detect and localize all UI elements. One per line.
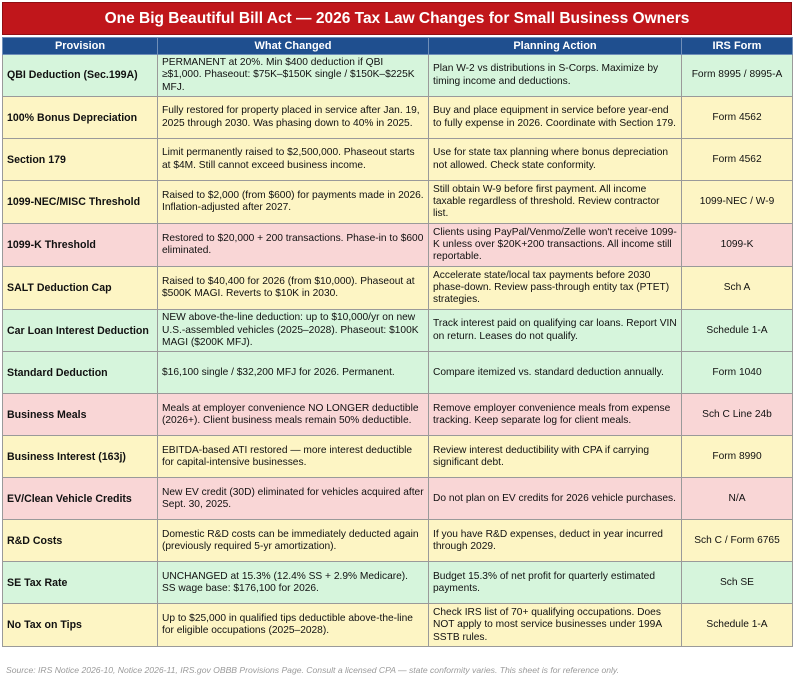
tax-changes-table bbox=[2, 37, 793, 647]
planning-action-cell: Compare itemized vs. standard deduction annually. bbox=[429, 352, 682, 394]
table-header-row bbox=[3, 38, 793, 55]
irs-form-cell: Sch C Line 24b bbox=[682, 394, 793, 436]
provision-cell: No Tax on Tips bbox=[3, 604, 158, 647]
irs-form-cell: Schedule 1-A bbox=[682, 604, 793, 647]
table-row bbox=[3, 55, 793, 97]
planning-action-cell: Buy and place equipment in service before year-end to fully expense in 2026. Coordinate with Section 179. bbox=[429, 97, 682, 139]
table-row bbox=[3, 310, 793, 352]
table-row bbox=[3, 267, 793, 310]
header-irs-form: IRS Form bbox=[682, 38, 793, 55]
table-row bbox=[3, 478, 793, 520]
irs-form-cell: Sch A bbox=[682, 267, 793, 310]
what-changed-cell: Limit permanently raised to $2,500,000. Phaseout starts at $4M. Still cannot exceed business income. bbox=[158, 139, 429, 181]
table-row bbox=[3, 224, 793, 267]
provision-cell: QBI Deduction (Sec.199A) bbox=[3, 55, 158, 97]
irs-form-cell: Form 8995 / 8995-A bbox=[682, 55, 793, 97]
sheet-title: One Big Beautiful Bill Act — 2026 Tax Law Changes for Small Business Owners bbox=[2, 2, 792, 35]
what-changed-cell: Meals at employer convenience NO LONGER deductible (2026+). Client business meals remain 50% deductible. bbox=[158, 394, 429, 436]
planning-action-cell: If you have R&D expenses, deduct in year incurred through 2029. bbox=[429, 520, 682, 562]
what-changed-cell: Domestic R&D costs can be immediately deducted again (previously required 5-yr amortization). bbox=[158, 520, 429, 562]
provision-cell: Standard Deduction bbox=[3, 352, 158, 394]
table-row bbox=[3, 520, 793, 562]
what-changed-cell: $16,100 single / $32,200 MFJ for 2026. Permanent. bbox=[158, 352, 429, 394]
irs-form-cell: Schedule 1-A bbox=[682, 310, 793, 352]
planning-action-cell: Review interest deductibility with CPA if carrying significant debt. bbox=[429, 436, 682, 478]
table-row bbox=[3, 139, 793, 181]
planning-action-cell: Plan W-2 vs distributions in S-Corps. Maximize by timing income and deductions. bbox=[429, 55, 682, 97]
irs-form-cell: N/A bbox=[682, 478, 793, 520]
irs-form-cell: Form 4562 bbox=[682, 97, 793, 139]
table-row bbox=[3, 562, 793, 604]
what-changed-cell: Raised to $2,000 (from $600) for payments made in 2026. Inflation-adjusted after 2027. bbox=[158, 181, 429, 224]
provision-cell: SALT Deduction Cap bbox=[3, 267, 158, 310]
table-row bbox=[3, 436, 793, 478]
provision-cell: Car Loan Interest Deduction bbox=[3, 310, 158, 352]
provision-cell: 1099-K Threshold bbox=[3, 224, 158, 267]
what-changed-cell: Fully restored for property placed in service after Jan. 19, 2025 through 2030. Was phasing down to 40% in 2025. bbox=[158, 97, 429, 139]
what-changed-cell: New EV credit (30D) eliminated for vehicles acquired after Sept. 30, 2025. bbox=[158, 478, 429, 520]
table-row bbox=[3, 352, 793, 394]
planning-action-cell: Check IRS list of 70+ qualifying occupations. Does NOT apply to most service businesses under 199A SSTB rules. bbox=[429, 604, 682, 647]
header-provision: Provision bbox=[3, 38, 158, 55]
planning-action-cell: Budget 15.3% of net profit for quarterly estimated payments. bbox=[429, 562, 682, 604]
provision-cell: Business Meals bbox=[3, 394, 158, 436]
header-planning-action: Planning Action bbox=[429, 38, 682, 55]
irs-form-cell: Form 1040 bbox=[682, 352, 793, 394]
table-row bbox=[3, 97, 793, 139]
what-changed-cell: EBITDA-based ATI restored — more interest deductible for capital-intensive businesses. bbox=[158, 436, 429, 478]
provision-cell: Section 179 bbox=[3, 139, 158, 181]
irs-form-cell: Form 8990 bbox=[682, 436, 793, 478]
provision-cell: SE Tax Rate bbox=[3, 562, 158, 604]
table-row bbox=[3, 604, 793, 647]
what-changed-cell: UNCHANGED at 15.3% (12.4% SS + 2.9% Medicare). SS wage base: $176,100 for 2026. bbox=[158, 562, 429, 604]
planning-action-cell: Do not plan on EV credits for 2026 vehicle purchases. bbox=[429, 478, 682, 520]
provision-cell: Business Interest (163j) bbox=[3, 436, 158, 478]
what-changed-cell: Restored to $20,000 + 200 transactions. Phase-in to $600 eliminated. bbox=[158, 224, 429, 267]
provision-cell: EV/Clean Vehicle Credits bbox=[3, 478, 158, 520]
irs-form-cell: 1099-K bbox=[682, 224, 793, 267]
provision-cell: 1099-NEC/MISC Threshold bbox=[3, 181, 158, 224]
planning-action-cell: Clients using PayPal/Venmo/Zelle won't receive 1099-K unless over $20K+200 transactions. All income still reportable. bbox=[429, 224, 682, 267]
irs-form-cell: Sch SE bbox=[682, 562, 793, 604]
planning-action-cell: Remove employer convenience meals from expense tracking. Keep separate log for client meals. bbox=[429, 394, 682, 436]
planning-action-cell: Track interest paid on qualifying car loans. Report VIN on return. Leases do not qualify. bbox=[429, 310, 682, 352]
source-footnote: Source: IRS Notice 2026-10, Notice 2026-11, IRS.gov OBBB Provisions Page. Consult a licensed CPA — state conformity varies. This sheet is for reference only. bbox=[6, 665, 619, 675]
what-changed-cell: NEW above-the-line deduction: up to $10,000/yr on new U.S.-assembled vehicles (2025–2028). Phaseout: $100K MAGI ($200K MFJ). bbox=[158, 310, 429, 352]
planning-action-cell: Accelerate state/local tax payments before 2030 phase-down. Review pass-through entity tax (PTET) strategies. bbox=[429, 267, 682, 310]
what-changed-cell: Up to $25,000 in qualified tips deductible above-the-line for eligible occupations (2025–2028). bbox=[158, 604, 429, 647]
provision-cell: R&D Costs bbox=[3, 520, 158, 562]
table-body bbox=[3, 55, 793, 647]
header-what-changed: What Changed bbox=[158, 38, 429, 55]
table-row bbox=[3, 394, 793, 436]
planning-action-cell: Use for state tax planning where bonus depreciation not allowed. Check state conformity. bbox=[429, 139, 682, 181]
irs-form-cell: Form 4562 bbox=[682, 139, 793, 181]
irs-form-cell: Sch C / Form 6765 bbox=[682, 520, 793, 562]
irs-form-cell: 1099-NEC / W-9 bbox=[682, 181, 793, 224]
what-changed-cell: Raised to $40,400 for 2026 (from $10,000). Phaseout at $500K MAGI. Reverts to $10K in 2030. bbox=[158, 267, 429, 310]
table-row bbox=[3, 181, 793, 224]
planning-action-cell: Still obtain W-9 before first payment. All income taxable regardless of threshold. Review contractor list. bbox=[429, 181, 682, 224]
what-changed-cell: PERMANENT at 20%. Min $400 deduction if QBI ≥$1,000. Phaseout: $75K–$150K single / $150K–$225K MFJ. bbox=[158, 55, 429, 97]
provision-cell: 100% Bonus Depreciation bbox=[3, 97, 158, 139]
